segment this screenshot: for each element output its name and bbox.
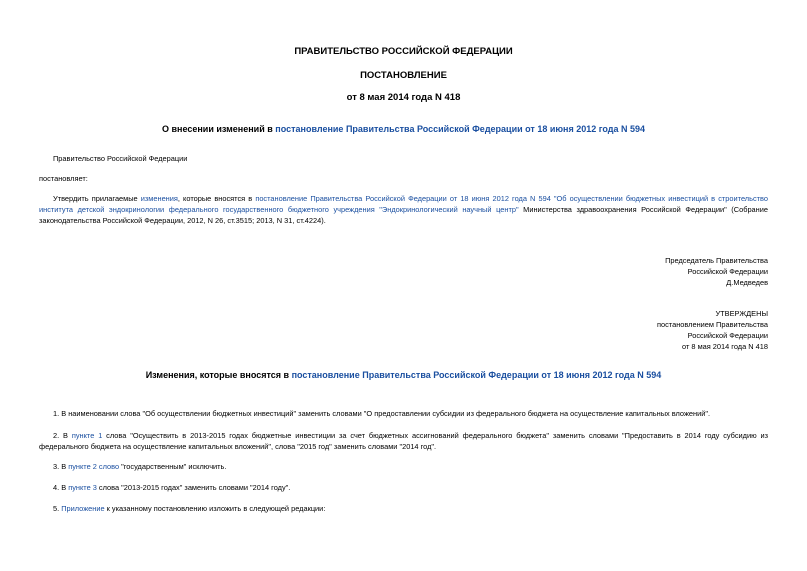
item-5 [39,503,768,514]
approved-line4: от 8 мая 2014 года N 418 [682,342,768,351]
item-3 [39,461,768,472]
org-name: ПРАВИТЕЛЬСТВО РОССИЙСКОЙ ФЕДЕРАЦИИ [294,46,513,57]
item-2-text-1: 2. В [53,431,72,440]
signature-line2: Российской Федерации [687,267,768,276]
item-3-text-1: 3. В [53,462,69,471]
changes-title-prefix: Изменения, которые вносятся в [145,370,292,380]
changes-title-link[interactable]: постановление Правительства Российской Федерации от 18 июня 2012 года N 594 [291,370,662,380]
approved-line2: постановлением Правительства [657,320,768,329]
approved-line3: Российской Федерации [687,331,768,340]
doc-date-number: от 8 мая 2014 года N 418 [346,92,461,103]
resolution-594-link[interactable]: постановление Правительства Российской Федерации от 18 июня 2012 года N 594 "Об осуществлении бюджетных инвестиций в строительство института детской эндокринологии федерального государственного бюджетного учреждения "Эндокринологический научный центр" [39,194,768,214]
item-5-link[interactable]: Приложение [61,504,105,513]
main-paragraph [39,193,768,226]
changes-link[interactable]: изменения [140,194,178,203]
preamble-line1: Правительство Российской Федерации [53,154,188,163]
item-1 [39,408,768,419]
item-5-text-2: к указанному постановлению изложить в следующей редакции: [104,504,326,513]
document-title-prefix: О внесении изменений в [161,124,276,134]
document-title-link[interactable]: постановление Правительства Российской Федерации от 18 июня 2012 года N 594 [275,124,646,134]
document-title [0,124,807,134]
item-3-text-2: "государственным" исключить. [119,462,227,471]
preamble-line2: постановляет: [39,174,88,183]
item-2 [39,430,768,452]
item-2-link[interactable]: пункте 1 [71,431,103,440]
changes-title [0,370,807,380]
item-1-text: 1. В наименовании слова "Об осуществлении бюджетных инвестиций" заменить словами "О предоставлении субсидии из федерального бюджета на осуществление капитальных вложений". [53,409,711,418]
doc-type: ПОСТАНОВЛЕНИЕ [360,70,447,81]
item-3-link[interactable]: пункте 2 слово [68,462,120,471]
item-4-link[interactable]: пункте 3 [68,483,97,492]
item-4 [39,482,768,493]
main-text-1: Утвердить прилагаемые [53,194,141,203]
item-4-text-2: слова "2013-2015 годах" заменить словами "2014 году". [96,483,291,492]
item-2-text-2: слова "Осуществить в 2013-2015 годах бюджетные инвестиции за счет бюджетных ассигнований федерального бюджета" заменить словами "Предоставить в 2014 году субсидию из федерального бюджета на осуществление капитальных вложений", слова "2015 год" заменить словами "2014 год". [39,431,769,451]
main-text-2: , которые вносятся в [177,194,256,203]
main-text-3: Министерства здравоохранения Российской Федерации" (Собрание законодательства Российской Федерации, 2012, N 26, ст.3515; 2013, N 31, ст.4224). [39,205,768,225]
signature-line1: Председатель Правительства [665,256,768,265]
signature-name: Д.Медведев [726,278,768,287]
item-4-text-1: 4. В [53,483,69,492]
item-5-text-1: 5. [53,504,62,513]
approved-line1: УТВЕРЖДЕНЫ [715,309,768,318]
